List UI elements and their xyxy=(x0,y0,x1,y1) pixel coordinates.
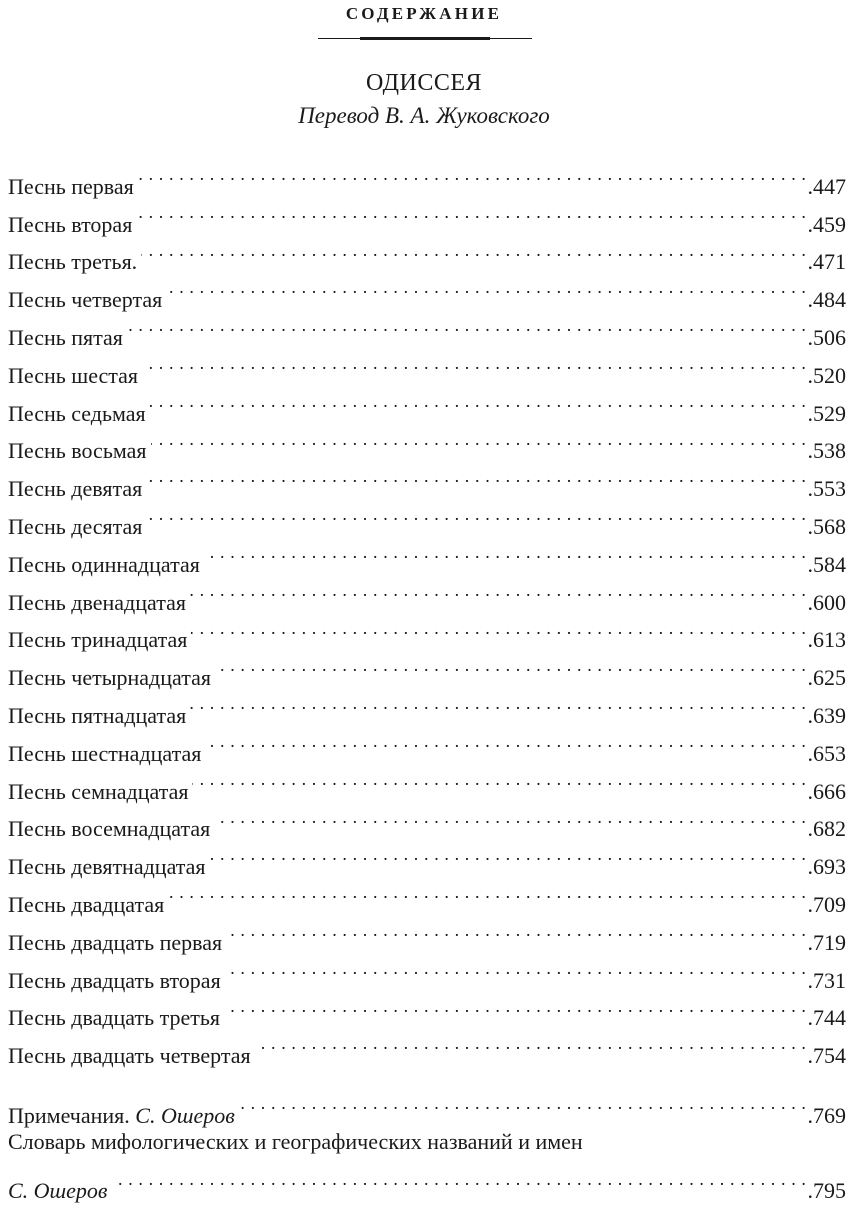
dot-leader xyxy=(191,610,806,648)
toc-entry[interactable] xyxy=(8,156,846,199)
toc-entry[interactable] xyxy=(8,345,846,388)
dot-leader xyxy=(150,383,807,421)
dot-leader xyxy=(146,496,806,534)
toc-entry-page: .484 xyxy=(807,287,846,313)
dot-leader xyxy=(142,345,806,383)
toc-entry-label: Песнь девятая xyxy=(8,476,143,502)
toc-entry-page: .639 xyxy=(807,702,846,728)
toc-entry-label: Песнь семнадцатая xyxy=(8,778,189,804)
section-subtitle: Перевод В. А. Жуковского xyxy=(298,103,550,128)
toc-entry-notes[interactable] xyxy=(8,1085,846,1128)
dot-leader xyxy=(210,836,807,874)
toc-entry-page: .666 xyxy=(807,778,846,804)
toc-entry-page: .653 xyxy=(807,740,846,766)
dictionary-title-line[interactable]: Словарь мифологических и географических названий и имен xyxy=(8,1128,583,1154)
toc-entry-label: Песнь седьмая xyxy=(8,400,146,426)
toc-entry-page: .613 xyxy=(807,627,846,653)
toc-entry-label: Песнь двадцать первая xyxy=(8,929,223,955)
dot-leader xyxy=(192,761,806,799)
back-matter-list xyxy=(8,1085,846,1204)
toc-entry-page: .795 xyxy=(807,1178,846,1204)
toc-entry-label: Песнь третья. xyxy=(8,249,138,275)
toc-entry-label: Песнь двадцать четвертая xyxy=(8,1043,251,1069)
toc-entry-page: .506 xyxy=(807,324,846,350)
toc-entry-page: .447 xyxy=(807,173,846,199)
toc-entry-dictionary[interactable] xyxy=(8,1161,846,1204)
dot-leader xyxy=(224,988,806,1026)
toc-entry-page: .682 xyxy=(807,816,846,842)
toc-entry-label: Песнь одиннадцатая xyxy=(8,551,200,577)
toc-entry-label: Песнь пятая xyxy=(8,324,123,350)
notes-label: Примечания. xyxy=(8,1102,130,1128)
dot-leader xyxy=(151,421,807,459)
dot-leader xyxy=(214,799,806,837)
toc-entry-page: .600 xyxy=(807,589,846,615)
toc-entry-page: .471 xyxy=(807,249,846,275)
toc-entry-page: .520 xyxy=(807,362,846,388)
toc-entry-page: .769 xyxy=(807,1102,846,1128)
toc-entry-page: .459 xyxy=(807,211,846,237)
toc-entry-page: .754 xyxy=(807,1043,846,1069)
toc-entry-label: Песнь двадцать вторая xyxy=(8,967,221,993)
toc-entry-label: Песнь двенадцатая xyxy=(8,589,186,615)
toc-entry-page: .625 xyxy=(807,665,846,691)
contents-heading: СОДЕРЖАНИЕ xyxy=(345,4,503,23)
toc-entry-page: .709 xyxy=(807,891,846,917)
dot-leader xyxy=(141,232,806,270)
toc-entry-label: Песнь вторая xyxy=(8,211,133,237)
dot-leader xyxy=(239,1085,807,1123)
dot-leader xyxy=(111,1161,806,1199)
dot-leader xyxy=(190,685,806,723)
toc-entry-page: .529 xyxy=(807,400,846,426)
toc-entry[interactable] xyxy=(8,232,846,275)
toc-entry-label: Песнь восемнадцатая xyxy=(8,816,211,842)
dot-leader xyxy=(168,874,806,912)
toc-entry-page: .568 xyxy=(807,513,846,539)
toc-entry-label: Песнь шестая xyxy=(8,362,139,388)
heading-divider-accent xyxy=(360,37,490,40)
dot-leader xyxy=(215,647,807,685)
toc-entry-label: Песнь пятнадцатая xyxy=(8,702,187,728)
toc-entry-label: Песнь четвертая xyxy=(8,287,163,313)
toc-entry-page: .744 xyxy=(807,1005,846,1031)
toc-entry-page: .553 xyxy=(807,476,846,502)
dot-leader xyxy=(138,156,807,194)
toc-entry-page: .693 xyxy=(807,854,846,880)
toc-entry-label: Песнь первая xyxy=(8,173,134,199)
dot-leader xyxy=(255,1025,807,1063)
toc-entry-label: Песнь восьмая xyxy=(8,438,147,464)
toc-entry-label: Песнь двадцать третья xyxy=(8,1005,221,1031)
toc-entry-label: Песнь двадцатая xyxy=(8,891,165,917)
dot-leader xyxy=(204,534,807,572)
dot-leader xyxy=(205,723,806,761)
table-of-contents xyxy=(8,156,846,1069)
toc-entry-label: Песнь девятнадцатая xyxy=(8,854,206,880)
dot-leader xyxy=(226,912,806,950)
toc-entry-label: Песнь тринадцатая xyxy=(8,627,188,653)
section-title: ОДИССЕЯ xyxy=(365,70,483,96)
dot-leader xyxy=(166,269,806,307)
dictionary-author: С. Ошеров xyxy=(8,1178,108,1204)
toc-entry-page: .719 xyxy=(807,929,846,955)
dot-leader xyxy=(225,950,807,988)
dot-leader xyxy=(127,307,807,345)
dot-leader xyxy=(190,572,807,610)
dot-leader xyxy=(136,194,806,232)
toc-entry-label: Песнь шестнадцатая xyxy=(8,740,202,766)
dot-leader xyxy=(146,458,806,496)
toc-entry-label: Песнь четырнадцатая xyxy=(8,665,211,691)
toc-entry-page: .584 xyxy=(807,551,846,577)
toc-entry-page: .538 xyxy=(807,438,846,464)
toc-entry[interactable] xyxy=(8,307,846,350)
toc-entry-page: .731 xyxy=(807,967,846,993)
toc-entry-label: Песнь десятая xyxy=(8,513,143,539)
notes-author: С. Ошеров xyxy=(135,1102,235,1128)
